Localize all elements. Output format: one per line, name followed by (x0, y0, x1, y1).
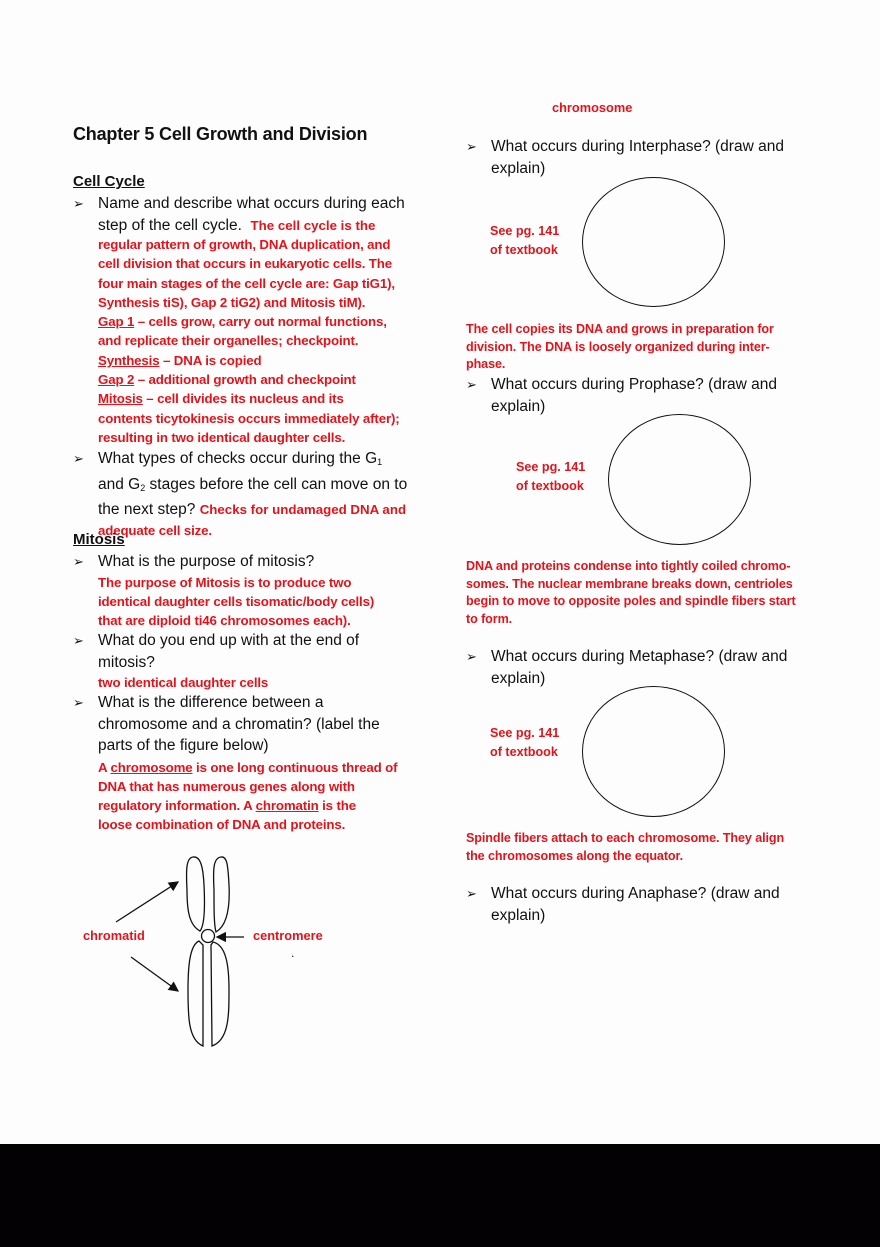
arrow-bullet-icon: ➢ (73, 196, 84, 211)
section-heading-cell-cycle: Cell Cycle (73, 173, 145, 190)
answer-note-interphase: The cell copies its DNA and grows in preparation for division. The DNA is loosely organized during inter- phase. (466, 322, 774, 371)
answer-note-prophase: DNA and proteins condense into tightly coiled chromo- somes. The nuclear membrane breaks down, centrioles begin to move to opposite poles and spindle fibers start to form. (466, 559, 796, 626)
chromosome-diagram (70, 845, 350, 1055)
answer-text: The purpose of Mitosis is to produce two identical daughter cells tisomatic/body cells) that are diploid ti46 chromosomes each). (98, 574, 375, 629)
see-textbook-note-prophase: See pg. 141 of textbook (516, 460, 586, 493)
stage-gap2: Gap 2 – additional growth and checkpoint (98, 372, 356, 388)
stage-gap1: Gap 1 – cells grow, carry out normal functions, (98, 314, 387, 330)
answer-text: two identical daughter cells (98, 675, 269, 690)
chromatid-arrow-down (131, 957, 178, 991)
answer-intro: The cell cycle is the (250, 217, 376, 233)
upper-left-chromatid (187, 857, 205, 931)
question-text: Name and describe what occurs during each (98, 195, 405, 212)
centromere-circle (202, 930, 215, 943)
answer-inline: Checks for undamaged DNA and (199, 502, 407, 517)
chromosome-label: chromosome (552, 100, 633, 115)
stage-mitosis-cont: contents ticytokinesis occurs immediately after); (98, 410, 400, 426)
stage-synthesis: Synthesis – DNA is copied (98, 352, 262, 368)
arrow-bullet-icon: ➢ (466, 139, 477, 154)
drawing-circle-interphase (582, 177, 725, 307)
drawing-circle-prophase (608, 414, 751, 545)
stage-gap1-cont: and replicate their organelles; checkpoint. (98, 333, 359, 349)
arrow-bullet-icon: ➢ (466, 377, 477, 392)
answer-text: A chromosome is one long continuous thread of DNA that has numerous genes along with regulatory information. A chromatin is the loose combination of DNA and proteins. (98, 759, 398, 833)
answer-note-metaphase: Spindle fibers attach to each chromosome. They align the chromosomes along the equator. (466, 831, 785, 863)
arrow-bullet-icon: ➢ (73, 451, 84, 466)
question-text-line2: step of the cell cycle. The cell cycle is the (98, 216, 376, 234)
upper-right-chromatid (214, 857, 230, 932)
stray-dot: . (291, 946, 295, 960)
arrow-bullet-icon: ➢ (73, 633, 84, 648)
document-page: Chapter 5 Cell Growth and Division Cell Cycle ➢ Name and describe what occurs during each step of the cell cycle. The cell cycle is the regular pattern of growth, DNA duplication, and cell division that occurs in eukaryotic cells. The four main stages of the cell cycle are: Gap tiG1), Synthesis tiS), Gap 2 tiG2) and Mitosis tiM). Gap 1 – cells grow, carry out normal functions, and replicate their organelles; checkpoint. Synthesis – DNA is copied Gap 2 – additional growth and checkpoint Mitosis – cell divides its nucleus and its contents ticytokinesis occurs immediately after); resulting in two identical daughter cells. ➢ What types of checks occur during the $G_1$ and $G_2$ stages before the cell can move on to the next step? Checks for undamaged DNA and adequate cell size. Mitosis ➢ What is the purpose of mitosis? The purpose of Mitosis is to produce two identical daughter cells tisomatic/body cells) that are diploid ti46 chromosomes each). ➢ What do you end up with at the end of mitosis? two identical daughter cells ➢ What is the difference between a chromosome and a chromatin? (label the parts of the figure below) A chromosome is one long continuous thread of DNA that has numerous genes along with regulatory information. A chromatin is the loose combination of DNA and proteins. chromatid centromere . chromosome ➢ What occurs during Interphase? (draw and explain) See pg. 141 of textbook The cell copies its DNA and grows in preparation for division. The DNA is loosely organized during inter- phase. ➢ What occurs during Prophase? (draw and explain) See pg. 141 of textbook DNA and proteins condense into tightly coiled chromo- somes. The nuclear membrane breaks down, centrioles begin to move to opposite poles and spindle fibers start to form. ➢ What occurs during Metaphase? (draw and explain) See pg. 141 of textbook Spindle fibers attach to each chromosome. They align the chromosomes along the equator. ➢ What occurs during Anaphase? (draw and explain) (0, 0, 880, 1144)
arrow-bullet-icon: ➢ (466, 649, 477, 664)
chromatid-label: chromatid (83, 928, 145, 943)
section-heading-mitosis: Mitosis (73, 531, 125, 548)
lower-right-chromatid (211, 942, 229, 1046)
answer-text: regular pattern of growth, DNA duplication, and cell division that occurs in eukaryotic cells. The four main stages of the cell cycle are: Gap tiG1), Synthesis tiS), Gap 2 tiG2) and Mitosis tiM). Gap 1 – cells grow, carry out normal functions, and replicate their organelles; checkpoint. Synthesis – DNA is copied Gap 2 – additional growth and checkpoint Mitosis – cell divides its nucleus and its contents ticytokinesis occurs immediately after); resulting in two identical daughter cells. (98, 235, 438, 447)
stage-mitosis-cont2: resulting in two identical daughter cells. (98, 429, 346, 445)
drawing-circle-metaphase (582, 686, 725, 817)
stage-mitosis: Mitosis – cell divides its nucleus and its (98, 391, 344, 407)
arrow-bullet-icon: ➢ (466, 886, 477, 901)
lower-left-chromatid (188, 941, 203, 1046)
question-text: What is the purpose of mitosis? (98, 553, 315, 570)
centromere-label: centromere (253, 928, 323, 943)
bottom-black-bar (0, 1144, 880, 1247)
answer-text: adequate cell size. (98, 522, 212, 538)
arrow-bullet-icon: ➢ (73, 554, 84, 569)
arrow-bullet-icon: ➢ (73, 695, 84, 710)
page-title: Chapter 5 Cell Growth and Division (73, 124, 368, 144)
see-textbook-note-interphase: See pg. 141 of textbook (490, 224, 560, 257)
chromatid-arrow-up (116, 882, 178, 922)
see-textbook-note-metaphase: See pg. 141 of textbook (490, 726, 560, 759)
